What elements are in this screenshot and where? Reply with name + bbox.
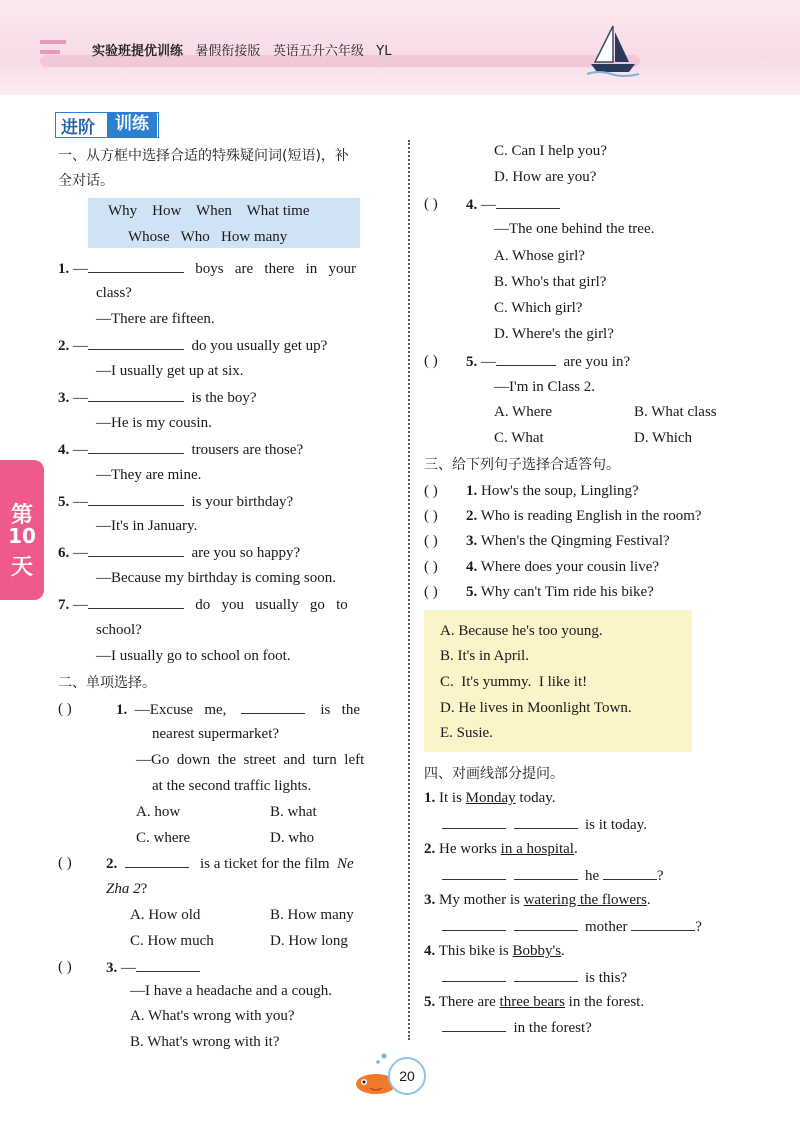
section1-title-line2: 全对话。 [58,173,114,189]
s1-q4-answer: —They are mine. [96,467,202,483]
s2-q2-num: 2. [106,856,118,872]
s4-q2-underlined: in a hospital [500,841,574,857]
s4-q2-num: 2. [424,841,436,857]
s3-q3-paren: ( ) [424,533,438,549]
s4-q2-blank2[interactable] [514,865,578,880]
s4-q3-blank3[interactable] [631,916,695,931]
s2-q4-opt-a[interactable]: A. Whose girl? [494,248,585,264]
s2-q2-opt-a[interactable]: A. How old [130,907,201,923]
s2-q3-line1 [106,957,200,978]
s3-answer-d: D. He lives in Moonlight Town. [440,700,632,716]
header-title: 实验班提优训练 [92,44,184,59]
s1-q1-blank[interactable] [88,258,184,273]
s2-q1-opt-a[interactable]: A. how [136,804,181,820]
s1-q3-text: is the boy? [191,390,257,406]
s2-q2-opt-d[interactable]: D. How long [270,933,348,949]
s4-q1-post: today. [519,790,556,806]
s1-q2-dash: — [73,338,88,354]
s1-q3-num: 3. [58,390,70,406]
s4-q5-post: in the forest. [568,994,645,1010]
section1-title-line1: 一、从方框中选择合适的特殊疑问词(短语)，补 [58,148,349,164]
side-tab-char2: 10 [8,524,36,548]
s1-q2-num: 2. [58,338,70,354]
s4-q4-ans-text: is this? [585,970,628,986]
s1-q3-dash: — [73,390,88,406]
header-edition: YL [376,44,392,59]
s1-q5-answer: —It's in January. [96,518,198,534]
s3-q4-paren: ( ) [424,559,438,575]
s4-q4 [424,941,565,961]
s3-answer-a: A. Because he's too young. [440,623,603,639]
s2-q2-film2: Zha 2 [106,881,141,897]
s1-q6-line [58,542,300,563]
s1-q4-num: 4. [58,442,70,458]
s2-q1-text1: —Excuse me, [134,702,227,718]
s4-q2-post: . [573,841,578,857]
s2-q2-film: Ne [337,856,354,872]
s1-q1-cont: class? [96,285,132,301]
s1-q1-line [58,258,356,279]
s1-q7-text: do you usually go to [195,597,348,613]
s3-q1-num: 1. [466,483,478,499]
s2-q1-opt-b[interactable]: B. what [270,804,317,820]
s2-q2-line2 [106,879,147,899]
s2-q5-text: are you in? [563,354,631,370]
s1-q1-answer: —There are fifteen. [96,311,215,327]
s4-q1-underlined: Monday [465,790,516,806]
section-badge [55,112,159,138]
column-divider [408,140,410,1040]
s3-q5 [466,582,654,602]
s3-answer-c: C. It's yummy. I like it! [440,674,588,690]
s2-q2-line1 [106,853,354,874]
s2-q5-line1 [466,351,630,372]
s2-q2-qmark: ? [140,881,148,897]
s3-q4-text: Where does your cousin live? [480,559,660,575]
s2-q4-line1 [466,194,560,215]
sailboat-icon [585,22,641,78]
s3-q1-text: How's the soup, Lingling? [481,483,639,499]
page-number: 20 [399,1068,415,1084]
s1-q7-blank[interactable] [88,594,184,609]
s4-q2-blank3[interactable] [603,865,657,880]
s4-q1-blank2[interactable] [514,814,578,829]
s1-q5-text: is your birthday? [191,494,294,510]
s4-q4-answer [442,967,627,988]
s3-answer-b: B. It's in April. [440,648,529,664]
s4-q5-pre: There are [438,994,496,1010]
s3-answer-e: E. Susie. [440,725,493,741]
side-tab-char1: 第 [10,503,33,528]
header-grade: 英语五升六年级 [272,44,364,59]
badge-part2: 训练 [107,112,157,137]
s2-q4-paren: ( ) [424,196,438,212]
s1-q5-num: 5. [58,494,70,510]
s2-q5-opt-a[interactable]: A. Where [494,404,553,420]
s1-q4-text: trousers are those? [191,442,304,458]
s2-q5-blank[interactable] [496,351,556,366]
section4-title: 四、对画线部分提问。 [424,766,564,782]
s4-q3-ans-text: mother [585,919,628,935]
s4-q2-answer [442,865,664,886]
s4-q1-pre: It is [439,790,462,806]
s1-q2-answer: —I usually get up at six. [96,363,244,379]
s3-q1-paren: ( ) [424,483,438,499]
s1-q4-blank[interactable] [88,439,184,454]
s3-q3-num: 3. [466,533,478,549]
s1-q3-line [58,387,257,408]
badge-part1: 进阶 [61,118,95,138]
s2-q3-opt-c[interactable]: C. Can I help you? [494,143,607,159]
word-box-row2: Whose Who How many [128,229,288,245]
s3-q5-num: 5. [466,584,478,600]
header-text [92,40,391,59]
s4-q1-ans-text: is it today. [585,817,647,833]
s2-q3-opt-b[interactable]: B. What's wrong with it? [130,1034,280,1050]
s2-q5-opt-b[interactable]: B. What class [634,404,717,420]
section3-title: 三、给下列句子选择合适答句。 [424,457,620,473]
s1-q4-dash: — [73,442,88,458]
s4-q2-pre: He works [439,841,497,857]
s2-q1-line1 [116,699,360,720]
s2-q3-blank[interactable] [136,957,200,972]
s2-q3-num: 3. [106,960,118,976]
s2-q2-blank[interactable] [125,853,189,868]
s4-q5 [424,992,644,1012]
s1-q2-text: do you usually get up? [191,338,328,354]
s4-q2-qmark: ? [656,868,664,884]
s2-q4-opt-b[interactable]: B. Who's that girl? [494,274,607,290]
s1-q7-answer: —I usually go to school on foot. [96,648,291,664]
s2-q5-num: 5. [466,354,478,370]
s1-q1-num: 1. [58,261,70,277]
s4-q4-num: 4. [424,943,436,959]
s1-q6-answer: —Because my birthday is coming soon. [96,570,336,586]
s1-q6-blank[interactable] [88,542,184,557]
s2-q1-line3: —Go down the street and turn left [136,752,365,768]
s2-q2-opt-c[interactable]: C. How much [130,933,214,949]
s4-q4-post: . [561,943,565,959]
s1-q7-num: 7. [58,597,70,613]
s1-q5-dash: — [73,494,88,510]
s1-q3-blank[interactable] [88,387,184,402]
side-tab-char3: 天 [10,555,33,580]
s2-q5-dash: — [481,354,496,370]
s1-q7-cont: school? [96,622,142,638]
word-box-row1: Why How When What time [108,203,310,219]
s2-q5-opt-c[interactable]: C. What [494,430,544,446]
s3-q5-paren: ( ) [424,584,438,600]
s2-q4-num: 4. [466,197,478,213]
s2-q1-line2: nearest supermarket? [152,726,280,742]
s4-q5-answer [442,1017,592,1038]
s2-q1-paren: ( ) [58,701,72,717]
s2-q2-opt-b[interactable]: B. How many [270,907,354,923]
s2-q4-line2: —The one behind the tree. [494,221,655,237]
section2-title: 二、单项选择。 [58,675,156,691]
s4-q3 [424,890,651,910]
s3-q1 [466,481,639,501]
s2-q3-paren: ( ) [58,959,72,975]
s1-q1-dash: — [73,261,88,277]
s4-q3-post: . [646,892,651,908]
s2-q5-line2: —I'm in Class 2. [494,379,596,395]
s4-q2 [424,839,578,859]
s3-q3-text: When's the Qingming Festival? [480,533,670,549]
s2-q1-line4: at the second traffic lights. [152,778,312,794]
s4-q3-num: 3. [424,892,436,908]
s2-q4-opt-d[interactable]: D. Where's the girl? [494,326,614,342]
s1-q2-blank[interactable] [88,335,184,350]
s2-q4-dash: — [481,197,496,213]
s3-q4-num: 4. [466,559,478,575]
s3-q4 [466,557,659,577]
s1-q7-dash: — [73,597,88,613]
s1-q6-num: 6. [58,545,70,561]
s4-q2-blank1[interactable] [442,865,506,880]
s2-q1-opt-c[interactable]: C. where [136,830,191,846]
s4-q1-answer [442,814,647,835]
s2-q2-text: is a ticket for the film [200,856,330,872]
s1-q5-line [58,491,293,512]
s4-q3-blank1[interactable] [442,916,506,931]
s1-q5-blank[interactable] [88,491,184,506]
header-subtitle: 暑假衔接版 [195,44,261,59]
s4-q3-pre: My mother is [439,892,520,908]
s2-q4-blank[interactable] [496,194,560,209]
s4-q3-underlined: watering the flowers [523,892,647,908]
s2-q1-blank[interactable] [241,699,305,714]
s4-q4-underlined: Bobby's [512,943,562,959]
s4-q1 [424,788,556,808]
s4-q3-qmark: ? [695,919,702,935]
s4-q4-blank1[interactable] [442,967,506,982]
s4-q5-blank1[interactable] [442,1017,506,1032]
s2-q1-num: 1. [116,702,128,718]
header-deco-lines [40,36,70,66]
s4-q4-pre: This bike is [438,943,509,959]
s4-q4-blank2[interactable] [514,967,578,982]
s4-q5-num: 5. [424,994,436,1010]
s3-q2-num: 2. [466,508,478,524]
s4-q5-ans-text: in the forest? [513,1020,592,1036]
s3-q5-text: Why can't Tim ride his bike? [480,584,654,600]
s4-q1-num: 1. [424,790,436,806]
s3-q2 [466,506,702,526]
s1-q3-answer: —He is my cousin. [96,415,212,431]
s1-q7-line [58,594,348,615]
s2-q1-opt-d[interactable]: D. who [270,830,315,846]
s2-q1-text2: is the [320,702,360,718]
s4-q2-ans-text: he [585,868,600,884]
page-number-badge [388,1057,426,1095]
s2-q5-paren: ( ) [424,353,438,369]
s4-q3-blank2[interactable] [514,916,578,931]
s4-q3-answer [442,916,702,937]
s2-q3-opt-a[interactable]: A. What's wrong with you? [130,1008,295,1024]
s4-q5-underlined: three bears [499,994,565,1010]
s3-q2-text: Who is reading English in the room? [480,508,702,524]
s3-q3 [466,531,670,551]
s2-q2-paren: ( ) [58,855,72,871]
day-side-tab [0,460,44,600]
s1-q2-line [58,335,327,356]
s1-q6-text: are you so happy? [191,545,301,561]
s4-q1-blank1[interactable] [442,814,506,829]
s1-q6-dash: — [73,545,88,561]
s1-q4-line [58,439,303,460]
s2-q4-opt-c[interactable]: C. Which girl? [494,300,583,316]
s3-q2-paren: ( ) [424,508,438,524]
s2-q3-opt-d[interactable]: D. How are you? [494,169,597,185]
s2-q5-opt-d[interactable]: D. Which [634,430,693,446]
s2-q3-dash: — [121,960,136,976]
s1-q1-text: boys are there in your [195,261,357,277]
s2-q3-line2: —I have a headache and a cough. [130,983,332,999]
